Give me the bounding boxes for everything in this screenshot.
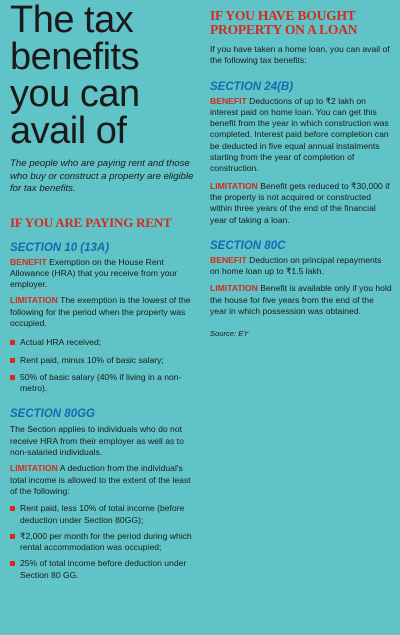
bullet-square-icon: [10, 534, 15, 539]
limitation-text: Benefit is available only if you hold the house for five years from the end of the year in which possession was obtained.: [210, 283, 392, 317]
limitation-text: The exemption is the lowest of the following for the period when the property was occupied.: [10, 295, 191, 328]
list-item-text: 25% of total income before deduction under Section 80 GG.: [20, 558, 187, 580]
benefit-text: Exemption on the House Rent Allowance (HRA) that you receive from your employer.: [10, 256, 178, 290]
list-item: [10, 531, 198, 554]
limitation-label: LIMITATION: [210, 180, 258, 191]
limitation-text: A deduction from the individual's total income is allowed to the extent of the least of the following:: [10, 463, 191, 496]
section-10-benefit: [10, 257, 198, 291]
list-item: [10, 355, 198, 366]
source-note: Source: EY: [210, 329, 249, 339]
list-item: [10, 372, 198, 395]
list-item-text: ₹2,000 per month for the period during which rental accommodation was occupied;: [20, 530, 192, 553]
benefit-label: BENEFIT: [210, 254, 247, 265]
bullet-square-icon: [10, 506, 15, 511]
left-column: [10, 0, 198, 581]
benefit-text: Deduction on principal repayments on home loan up to ₹1.5 lakh.: [210, 254, 382, 277]
benefit-text: Deductions of up to ₹2 lakh on interest paid on home loan. You can get this benefit from the year in which construction was completed. Interest paid before completion can be deducted in five equal annual instalments starting from the year of completion of construction.: [210, 95, 389, 174]
section-24b-benefit: [210, 96, 392, 175]
section-80c-heading: SECTION 80C: [210, 239, 286, 252]
section-80gg-limitation: [10, 463, 198, 497]
section-24b-heading: SECTION 24(B): [210, 80, 294, 93]
bullet-square-icon: [10, 358, 15, 363]
list-item: [10, 558, 198, 581]
section-80gg-text: The Section applies to individuals who do not receive HRA from their employer as well as to non-salaried individuals.: [10, 424, 184, 458]
benefit-label: BENEFIT: [210, 95, 247, 106]
section-80c-limitation: [210, 283, 392, 317]
title-line: The tax: [10, 0, 134, 41]
rent-heading: IF YOU ARE PAYING RENT: [10, 214, 172, 230]
limitation-label: LIMITATION: [210, 283, 258, 294]
limitation-label: LIMITATION: [10, 295, 58, 306]
section-10-limitation: [10, 295, 198, 329]
bullet-square-icon: [10, 375, 15, 380]
section-80c-benefit: [210, 255, 392, 278]
title-line: you can: [10, 73, 140, 115]
title-line: avail of: [10, 110, 127, 152]
benefit-label: BENEFIT: [10, 256, 47, 267]
list-item: [10, 337, 198, 348]
list-item: [10, 503, 198, 526]
list-item-text: Rent paid, minus 10% of basic salary;: [20, 354, 164, 365]
loan-heading: [210, 9, 392, 36]
bullet-square-icon: [10, 340, 15, 345]
section-80gg-heading: SECTION 80GG: [10, 408, 95, 421]
page-title: [10, 2, 198, 150]
limitation-label: LIMITATION: [10, 463, 58, 474]
list-item-text: Actual HRA received;: [20, 337, 102, 348]
bullet-square-icon: [10, 561, 15, 566]
intro-text: The people who are paying rent and those who buy or construct a property are eligible for tax benefits.: [10, 158, 194, 194]
list-item-text: 50% of basic salary (40% if living in a non-metro).: [20, 371, 182, 394]
title-line: benefits: [10, 36, 140, 78]
limitation-text: Benefit gets reduced to ₹30,000 if the property is not acquired or constructed within three years of the end of the financial year of taking a loan.: [210, 180, 390, 225]
loan-heading-line: IF YOU HAVE BOUGHT: [210, 8, 356, 23]
loan-heading-line: PROPERTY ON A LOAN: [210, 21, 358, 37]
section-10-heading: SECTION 10 (13A): [10, 241, 110, 254]
list-item-text: Rent paid, less 10% of total income (before deduction under Section 80GG);: [20, 503, 185, 525]
loan-intro: If you have taken a home loan, you can avail of the following tax benefits:: [210, 44, 390, 66]
right-column: [210, 0, 392, 338]
section-24b-limitation: [210, 181, 392, 226]
